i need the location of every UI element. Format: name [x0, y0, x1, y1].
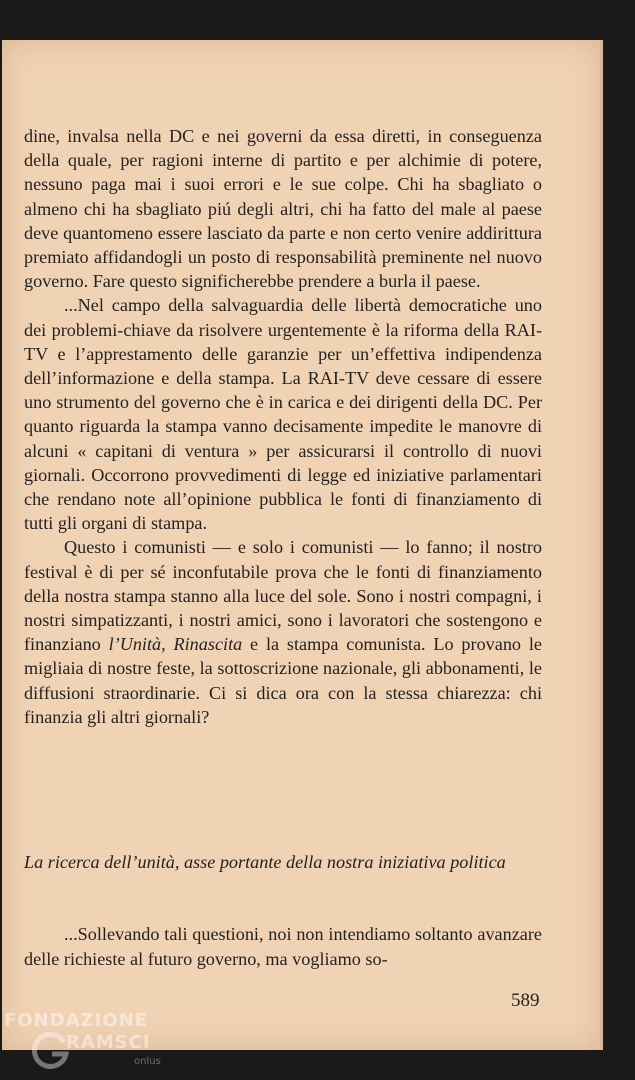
- watermark-line-3: onlus: [134, 1056, 161, 1067]
- page-edge: [600, 40, 603, 1050]
- watermark-logo: [4, 1010, 184, 1080]
- section-heading: La ricerca dell’unità, asse portante della nostra iniziativa politica: [24, 852, 506, 872]
- watermark-line-2: RAMSCI: [66, 1032, 151, 1053]
- closing-text: [24, 922, 542, 971]
- body-text: [24, 124, 542, 729]
- watermark-line-1: FONDAZIONE: [4, 1010, 148, 1031]
- body-paragraph: [24, 124, 542, 293]
- text-segment: ...Nel campo della salvaguardia delle libertà democratiche uno dei problemi-chiave da risolvere urgentemente è la riforma della RAI-TV e l’apprestamento delle garanzie per un’effettiva indipendenza dell’informazione e della stampa. La RAI-TV deve cessare di essere uno strumento del governo che è in carica e dei dirigenti della DC. Per quanto riguarda la stampa vanno decisamente impedite le manovre di alcuni « capitani di ventura » per assicurarsi il controllo di nuovi giornali. Occorrono provvedimenti di legge ed iniziative parlamentari che rendano note all’opinione pubblica le fonti di finanziamento di tutti gli organi di stampa.: [24, 295, 542, 534]
- page-number: 589: [511, 990, 540, 1011]
- body-paragraph: [24, 535, 542, 729]
- text-segment: dine, invalsa nella DC e nei governi da essa diretti, in conseguenza della quale, per ragioni interne di partito e per alchimie di potere, nessuno paga mai i suoi errori e le sue colpe. Chi ha sbagliato o almeno chi ha sbagliato piú degli altri, chi ha fatto del male al paese deve quantomeno essere lasciato da parte e non certo venire addirittura premiato affidandogli un posto di responsabilità preminente nel nuovo governo. Fare questo significherebbe prendere a burla il paese.: [24, 126, 542, 292]
- closing-paragraph: ...Sollevando tali questioni, noi non intendiamo soltanto avanzare delle richieste al futuro governo, ma vogliamo so-: [24, 924, 542, 969]
- text-segment: e la stampa comunista. Lo provano le migliaia di nostre feste, la sottoscrizione nazionale, gli abbonamenti, le diffusioni straordinarie. Ci si dica ora con la stessa chiarezza: chi finanzia gli altri giornali?: [24, 634, 542, 727]
- text-segment: Questo i comunisti — e solo i comunisti — lo fanno; il nostro festival è di per sé inconfutabile prova che le fonti di finanziamento della nostra stampa stanno alla luce del sole. Sono i nostri compagni, i nostri simpatizzanti, i nostri amici, sono i lavoratori che sostengono e finanziano: [24, 537, 542, 655]
- body-paragraph: [24, 293, 542, 535]
- italic-title: l’Unità, Rinascita: [108, 634, 243, 655]
